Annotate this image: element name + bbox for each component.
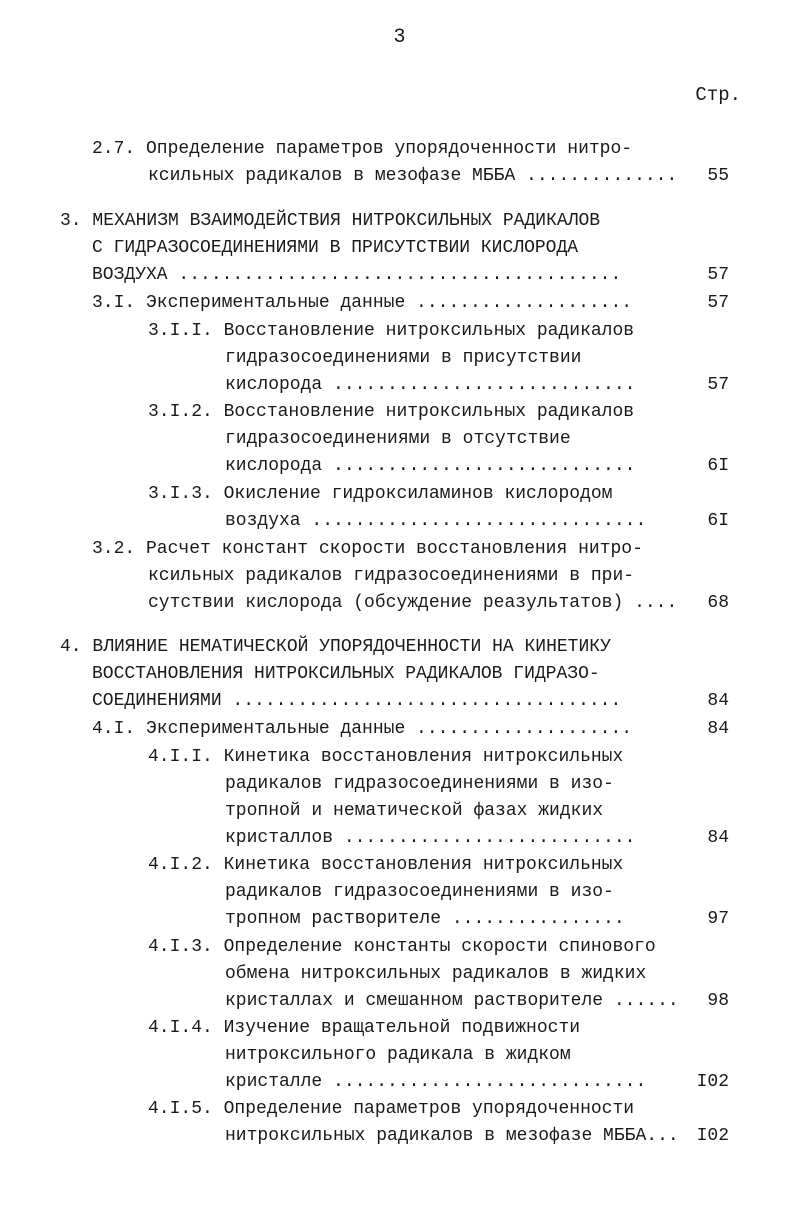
toc-line: кислорода ............................ (225, 456, 636, 476)
toc-line: гидразосоединениями в отсутствие (225, 429, 571, 449)
toc-line: 3.I.I. Восстановление нитроксильных радикалов (148, 321, 635, 341)
toc-page-number: I02 (696, 1126, 729, 1146)
toc-line: ксильных радикалов гидразосоединениями в при- (148, 566, 635, 586)
page-number: 3 (393, 26, 406, 49)
toc-line: 4. ВЛИЯНИЕ НЕМАТИЧЕСКОЙ УПОРЯДОЧЕННОСТИ НА КИНЕТИКУ (60, 637, 611, 657)
toc-page-number: 55 (707, 166, 729, 186)
toc-line: кристаллов ........................... (225, 828, 636, 848)
toc-page-number: 68 (707, 593, 729, 613)
toc-page-number: 98 (707, 991, 729, 1011)
toc-line: воздуха ............................... (225, 511, 647, 531)
toc-line: ВОЗДУХА ......................................... (92, 265, 622, 285)
toc-line: ВОССТАНОВЛЕНИЯ НИТРОКСИЛЬНЫХ РАДИКАЛОВ ГИДРАЗО- (92, 664, 600, 684)
toc-line: 3.I. Экспериментальные данные .................... (92, 293, 633, 313)
toc-line: радикалов гидразосоединениями в изо- (225, 882, 614, 902)
toc-line: кристаллах и смешанном растворителе ...... (225, 991, 679, 1011)
toc-line: 2.7. Определение параметров упорядоченности нитро- (92, 139, 633, 159)
toc-line: 3.2. Расчет констант скорости восстановления нитро- (92, 539, 643, 559)
toc-page-number: 84 (707, 719, 729, 739)
toc-line: ксильных радикалов в мезофазе МББА .............. (148, 166, 678, 186)
toc-line: гидразосоединениями в присутствии (225, 348, 582, 368)
toc-line: нитроксильных радикалов в мезофазе МББА... (225, 1126, 679, 1146)
toc-line: С ГИДРАЗОСОЕДИНЕНИЯМИ В ПРИСУТСТВИИ КИСЛОРОДА (92, 238, 579, 258)
toc-line: 4.I.4. Изучение вращательной подвижности (148, 1018, 581, 1038)
toc-line: нитроксильного радикала в жидком (225, 1045, 571, 1065)
toc-line: 4.I.I. Кинетика восстановления нитроксильных (148, 747, 624, 767)
toc-line: 3. МЕХАНИЗМ ВЗАИМОДЕЙСТВИЯ НИТРОКСИЛЬНЫХ РАДИКАЛОВ (60, 211, 601, 231)
toc-line: СОЕДИНЕНИЯМИ .................................... (92, 691, 622, 711)
toc-line: кристалле ............................. (225, 1072, 647, 1092)
toc-line: тропном растворителе ................ (225, 909, 625, 929)
toc-line: 3.I.3. Окисление гидроксиламинов кислородом (148, 484, 613, 504)
toc-page-number: 57 (707, 265, 729, 285)
toc-line: обмена нитроксильных радикалов в жидких (225, 964, 647, 984)
toc-line: 3.I.2. Восстановление нитроксильных радикалов (148, 402, 635, 422)
toc-page-number: 57 (707, 375, 729, 395)
toc-line: 4.I.5. Определение параметров упорядоченности (148, 1099, 635, 1119)
toc-line: кислорода ............................ (225, 375, 636, 395)
toc-line: 4.I. Экспериментальные данные .................... (92, 719, 633, 739)
toc-line: тропной и нематической фазах жидких (225, 801, 604, 821)
toc-line: 4.I.2. Кинетика восстановления нитроксильных (148, 855, 624, 875)
toc-page-number: 84 (707, 828, 729, 848)
toc-page-number: I02 (696, 1072, 729, 1092)
toc-page-number: 57 (707, 293, 729, 313)
toc-page-number: 97 (707, 909, 729, 929)
toc-line: 4.I.3. Определение константы скорости спинового (148, 937, 656, 957)
toc-line: сутствии кислорода (обсуждение реазультатов) .... (148, 593, 678, 613)
page-column-header: Стр. (695, 84, 741, 106)
toc-page-number: 6I (707, 511, 729, 531)
toc-line: радикалов гидразосоединениями в изо- (225, 774, 614, 794)
toc-page-number: 84 (707, 691, 729, 711)
toc-page-number: 6I (707, 456, 729, 476)
